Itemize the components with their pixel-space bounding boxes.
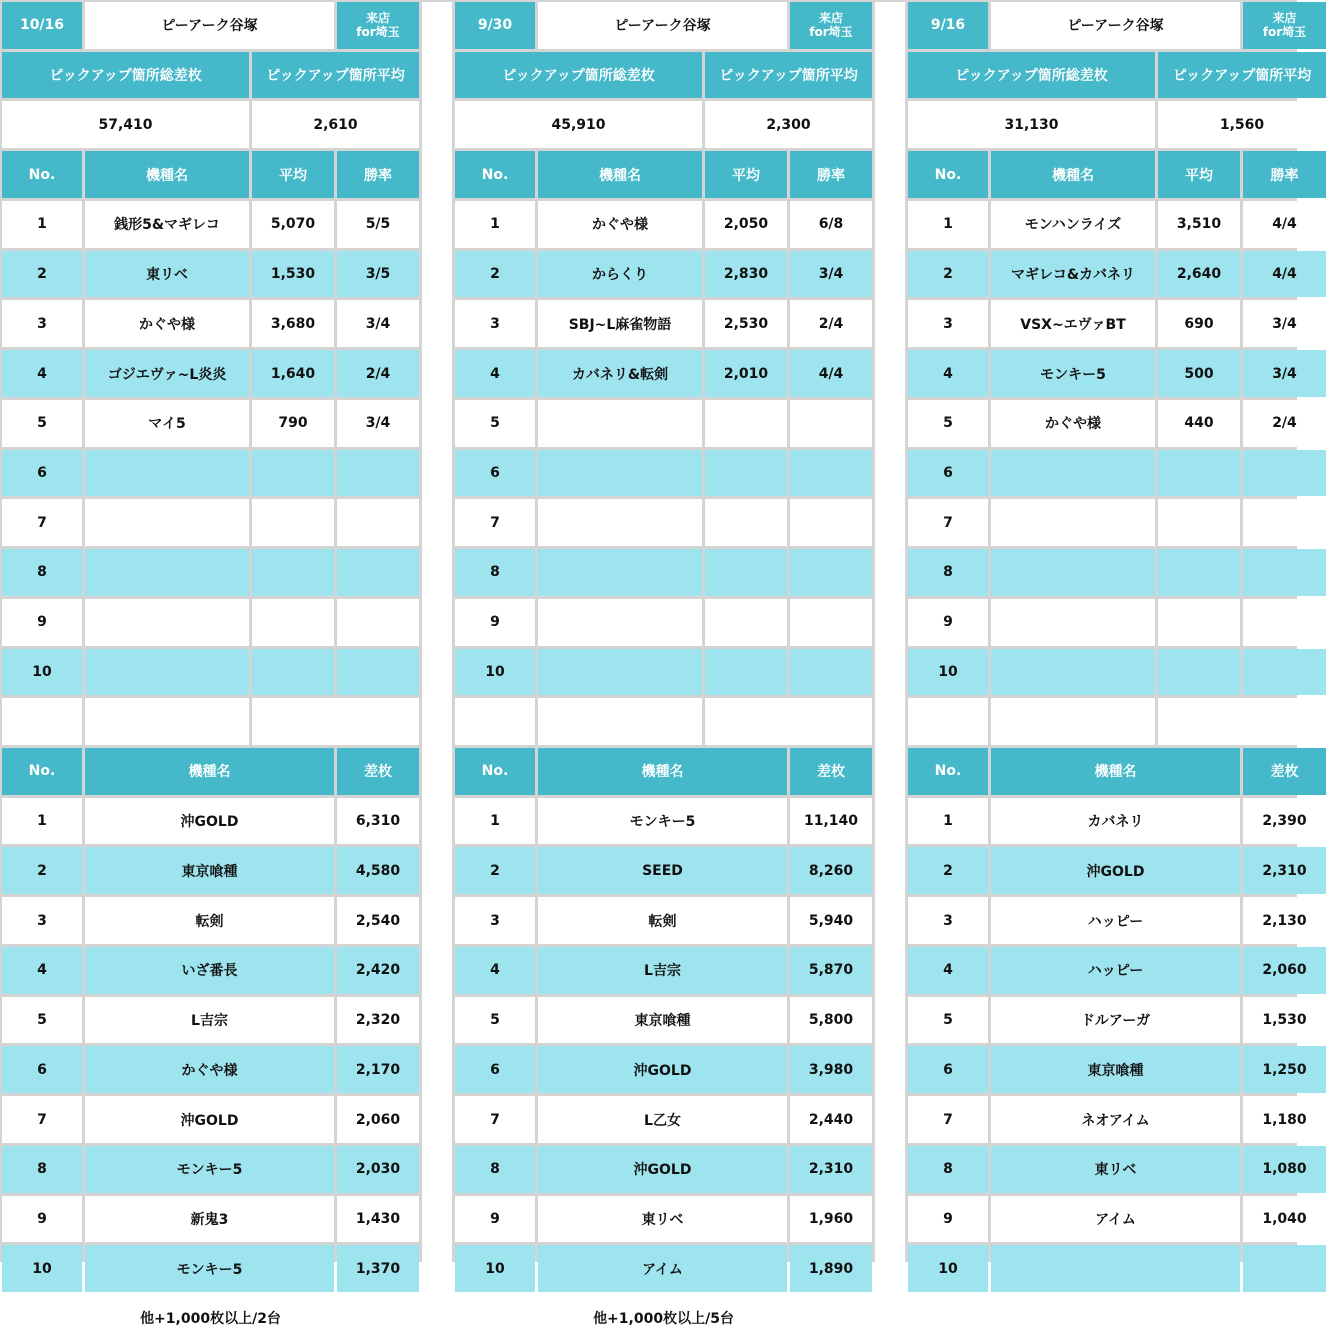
pickup-row-no: 8 [908, 549, 988, 596]
pickup-row-no: 4 [908, 350, 988, 397]
rank-row-diff: 2,320 [337, 997, 419, 1044]
rank-row-diff: 1,890 [790, 1245, 872, 1292]
rank-row-diff: 4,580 [337, 847, 419, 894]
pickup-row-avg [1158, 599, 1240, 646]
pickup-row-avg: 2,530 [705, 300, 787, 347]
avg-diff-header: ピックアップ箇所平均 [252, 52, 419, 99]
pickup-row-avg: 5,070 [252, 201, 334, 248]
rank-row-name: 沖GOLD [85, 798, 334, 845]
pickup-row-name [991, 649, 1155, 696]
pickup-row-rate: 3/4 [337, 400, 419, 447]
rank-row-name: 東リベ [991, 1146, 1240, 1193]
pickup-row-name [538, 499, 702, 546]
rank-row-diff: 1,960 [790, 1196, 872, 1243]
rank-row-diff: 2,310 [1243, 847, 1326, 894]
pickup-row-name: かぐや様 [85, 300, 249, 347]
rank-row-name [991, 1245, 1240, 1292]
pickup-row-rate [1243, 549, 1326, 596]
rank-row-diff: 8,260 [790, 847, 872, 894]
pickup-header-name: 機種名 [538, 151, 702, 198]
avg-diff-header: ピックアップ箇所平均 [1158, 52, 1326, 99]
pickup-row-no: 4 [2, 350, 82, 397]
rank-row-diff: 2,440 [790, 1096, 872, 1143]
pickup-row-avg [705, 499, 787, 546]
avg-diff-value: 2,300 [705, 101, 872, 148]
pickup-row-name: VSX~エヴァBT [991, 300, 1155, 347]
pickup-row-avg [1158, 549, 1240, 596]
rank-row-no: 10 [908, 1245, 988, 1292]
visit-badge-line: for埼玉 [356, 25, 400, 40]
rank-row-no: 8 [455, 1146, 535, 1193]
pickup-row-avg [1158, 649, 1240, 696]
pickup-row-name: 東リベ [85, 251, 249, 298]
pickup-row-name: カバネリ&転剣 [538, 350, 702, 397]
rank-row-no: 5 [455, 997, 535, 1044]
visit-badge-line: for埼玉 [1262, 25, 1307, 40]
pickup-row-avg [252, 649, 334, 696]
spacer-cell [252, 698, 419, 745]
rank-header-no: No. [455, 748, 535, 795]
rank-row-diff: 2,130 [1243, 897, 1326, 944]
pickup-row-no: 5 [455, 400, 535, 447]
rank-row-no: 3 [455, 897, 535, 944]
rank-row-name: L乙女 [538, 1096, 787, 1143]
pickup-row-no: 9 [455, 599, 535, 646]
pickup-row-rate: 3/4 [1243, 300, 1326, 347]
pickup-row-avg: 2,010 [705, 350, 787, 397]
rank-row-name: ハッピー [991, 947, 1240, 994]
pickup-row-name [85, 499, 249, 546]
total-diff-value: 31,130 [908, 101, 1155, 148]
pickup-row-avg: 440 [1158, 400, 1240, 447]
pickup-row-no: 3 [908, 300, 988, 347]
store-name: ピーアーク谷塚 [538, 2, 787, 49]
pickup-row-avg [252, 549, 334, 596]
pickup-row-no: 9 [2, 599, 82, 646]
rank-row-diff: 3,980 [790, 1046, 872, 1093]
spacer-cell [85, 698, 249, 745]
rank-row-no: 1 [2, 798, 82, 845]
pickup-row-name [538, 649, 702, 696]
rank-header-name: 機種名 [85, 748, 334, 795]
rank-row-diff: 2,540 [337, 897, 419, 944]
panel-separator [875, 2, 905, 1342]
pickup-row-no: 6 [455, 450, 535, 497]
rank-row-no: 3 [2, 897, 82, 944]
rank-row-no: 6 [455, 1046, 535, 1093]
pickup-row-name [991, 599, 1155, 646]
pickup-row-name [538, 450, 702, 497]
pickup-row-no: 7 [2, 499, 82, 546]
rank-row-name: L吉宗 [85, 997, 334, 1044]
pickup-header-no: No. [908, 151, 988, 198]
pickup-row-name: SBJ~L麻雀物語 [538, 300, 702, 347]
pickup-row-name [85, 599, 249, 646]
spacer-cell [908, 698, 988, 745]
rank-row-no: 8 [2, 1146, 82, 1193]
rank-row-name: かぐや様 [85, 1046, 334, 1093]
pickup-row-no: 1 [2, 201, 82, 248]
pickup-row-name: かぐや様 [538, 201, 702, 248]
rank-row-name: 転剣 [538, 897, 787, 944]
pickup-row-name: モンハンライズ [991, 201, 1155, 248]
rank-header-name: 機種名 [991, 748, 1240, 795]
rank-row-name: 沖GOLD [538, 1146, 787, 1193]
rank-row-diff: 1,370 [337, 1245, 419, 1292]
rank-row-diff: 2,310 [790, 1146, 872, 1193]
pickup-row-rate: 3/4 [1243, 350, 1326, 397]
panel-date: 10/16 [2, 2, 82, 49]
rank-row-diff: 11,140 [790, 798, 872, 845]
pickup-row-rate [1243, 649, 1326, 696]
visit-badge-line: 来店 [818, 11, 843, 26]
rank-header-diff: 差枚 [1243, 748, 1326, 795]
pickup-row-rate [790, 549, 872, 596]
rank-row-diff: 1,080 [1243, 1146, 1326, 1193]
pickup-row-rate: 2/4 [337, 350, 419, 397]
visit-badge-line: for埼玉 [809, 25, 853, 40]
pickup-header-rate: 勝率 [337, 151, 419, 198]
spacer-cell [455, 698, 535, 745]
pickup-row-avg [705, 549, 787, 596]
rank-row-no: 4 [908, 947, 988, 994]
rank-row-no: 1 [908, 798, 988, 845]
rank-row-diff: 1,040 [1243, 1196, 1326, 1243]
rank-row-name: 東リベ [538, 1196, 787, 1243]
pickup-row-no: 3 [2, 300, 82, 347]
pickup-row-rate [337, 549, 419, 596]
rank-row-diff: 2,030 [337, 1146, 419, 1193]
pickup-row-rate: 2/4 [1243, 400, 1326, 447]
rank-row-no: 5 [908, 997, 988, 1044]
pickup-row-rate [1243, 599, 1326, 646]
rank-row-no: 4 [455, 947, 535, 994]
pickup-row-name [991, 549, 1155, 596]
rank-row-diff: 2,060 [337, 1096, 419, 1143]
rank-row-diff: 5,800 [790, 997, 872, 1044]
rank-row-diff: 2,170 [337, 1046, 419, 1093]
pickup-row-name [538, 549, 702, 596]
pickup-row-rate [337, 450, 419, 497]
spacer-cell [538, 698, 702, 745]
rank-row-name: モンキー5 [85, 1245, 334, 1292]
pickup-row-rate [790, 400, 872, 447]
rank-row-no: 10 [455, 1245, 535, 1292]
rank-row-name: アイム [991, 1196, 1240, 1243]
pickup-row-no: 2 [455, 251, 535, 298]
pickup-row-no: 3 [455, 300, 535, 347]
footer-note: 他+1,000枚以上/2台 [2, 1295, 419, 1342]
rank-row-diff: 1,250 [1243, 1046, 1326, 1093]
rank-header-no: No. [2, 748, 82, 795]
rank-row-diff: 2,060 [1243, 947, 1326, 994]
spacer-cell [1158, 698, 1326, 745]
pickup-row-rate [790, 599, 872, 646]
rank-row-name: アイム [538, 1245, 787, 1292]
rank-row-no: 3 [908, 897, 988, 944]
pickup-row-no: 6 [908, 450, 988, 497]
total-diff-header: ピックアップ箇所総差枚 [455, 52, 702, 99]
rank-row-no: 6 [2, 1046, 82, 1093]
pickup-row-avg [705, 400, 787, 447]
rank-row-diff: 2,390 [1243, 798, 1326, 845]
pickup-row-avg: 2,830 [705, 251, 787, 298]
pickup-row-no: 5 [908, 400, 988, 447]
rank-row-no: 10 [2, 1245, 82, 1292]
pickup-row-name [538, 400, 702, 447]
pickup-row-avg [705, 450, 787, 497]
pickup-header-avg: 平均 [705, 151, 787, 198]
pickup-row-avg: 1,530 [252, 251, 334, 298]
pickup-row-no: 10 [908, 649, 988, 696]
rank-row-no: 2 [455, 847, 535, 894]
pickup-row-rate [337, 499, 419, 546]
panel-separator [422, 2, 452, 1342]
pickup-row-rate: 3/4 [337, 300, 419, 347]
rank-row-name: SEED [538, 847, 787, 894]
pickup-row-name [85, 549, 249, 596]
store-name: ピーアーク谷塚 [85, 2, 334, 49]
pickup-row-rate: 5/5 [337, 201, 419, 248]
pickup-row-avg [252, 450, 334, 497]
pickup-row-avg: 2,640 [1158, 251, 1240, 298]
rank-row-name: いざ番長 [85, 947, 334, 994]
pickup-row-avg [705, 649, 787, 696]
visit-badge-line: 来店 [1272, 11, 1297, 26]
rank-row-name: モンキー5 [85, 1146, 334, 1193]
rank-header-no: No. [908, 748, 988, 795]
rank-row-name: 新鬼3 [85, 1196, 334, 1243]
rank-row-name: 東京喰種 [538, 997, 787, 1044]
footer-note: 他+1,000枚以上/5台 [455, 1295, 872, 1342]
rank-row-name: ハッピー [991, 897, 1240, 944]
rank-row-no: 9 [908, 1196, 988, 1243]
rank-row-name: L吉宗 [538, 947, 787, 994]
rank-row-name: 沖GOLD [538, 1046, 787, 1093]
pickup-row-avg [1158, 450, 1240, 497]
pickup-row-name [991, 450, 1155, 497]
rank-row-no: 1 [455, 798, 535, 845]
visit-badge-line: 来店 [365, 11, 390, 26]
visit-badge [1243, 2, 1326, 49]
pickup-row-avg [252, 599, 334, 646]
pickup-row-name [538, 599, 702, 646]
panel-date: 9/30 [455, 2, 535, 49]
pickup-row-name: マギレコ&カバネリ [991, 251, 1155, 298]
rank-row-no: 4 [2, 947, 82, 994]
rank-header-diff: 差枚 [337, 748, 419, 795]
total-diff-header: ピックアップ箇所総差枚 [908, 52, 1155, 99]
pickup-row-rate [337, 649, 419, 696]
pickup-row-avg [705, 599, 787, 646]
pickup-row-avg [1158, 499, 1240, 546]
pickup-row-no: 6 [2, 450, 82, 497]
pickup-header-rate: 勝率 [790, 151, 872, 198]
rank-row-diff: 5,870 [790, 947, 872, 994]
rank-row-diff [1243, 1245, 1326, 1292]
pickup-row-avg: 790 [252, 400, 334, 447]
pickup-row-no: 2 [2, 251, 82, 298]
spacer-cell [2, 698, 82, 745]
rank-row-no: 9 [455, 1196, 535, 1243]
rank-row-name: モンキー5 [538, 798, 787, 845]
pickup-header-name: 機種名 [85, 151, 249, 198]
pickup-row-no: 9 [908, 599, 988, 646]
pickup-header-rate: 勝率 [1243, 151, 1326, 198]
avg-diff-header: ピックアップ箇所平均 [705, 52, 872, 99]
footer-note [908, 1295, 1326, 1342]
pickup-header-name: 機種名 [991, 151, 1155, 198]
pickup-row-no: 1 [908, 201, 988, 248]
pickup-row-rate: 3/4 [790, 251, 872, 298]
avg-diff-value: 2,610 [252, 101, 419, 148]
pickup-row-no: 8 [2, 549, 82, 596]
total-diff-value: 45,910 [455, 101, 702, 148]
rank-row-diff: 1,180 [1243, 1096, 1326, 1143]
rank-row-no: 2 [2, 847, 82, 894]
pickup-row-no: 7 [455, 499, 535, 546]
rank-row-diff: 5,940 [790, 897, 872, 944]
pickup-row-name [991, 499, 1155, 546]
pickup-row-name [85, 649, 249, 696]
rank-row-name: ネオアイム [991, 1096, 1240, 1143]
pickup-row-name: ゴジエヴァ~L炎炎 [85, 350, 249, 397]
rank-row-diff: 2,420 [337, 947, 419, 994]
rank-row-no: 2 [908, 847, 988, 894]
pickup-row-rate [1243, 450, 1326, 497]
pickup-row-no: 4 [455, 350, 535, 397]
pickup-row-rate [790, 499, 872, 546]
pickup-row-name: かぐや様 [991, 400, 1155, 447]
rank-row-no: 9 [2, 1196, 82, 1243]
pickup-row-rate: 4/4 [1243, 251, 1326, 298]
pickup-header-no: No. [455, 151, 535, 198]
pickup-row-avg: 3,680 [252, 300, 334, 347]
pickup-row-rate: 4/4 [790, 350, 872, 397]
rank-row-name: ドルアーガ [991, 997, 1240, 1044]
pickup-header-no: No. [2, 151, 82, 198]
rank-header-diff: 差枚 [790, 748, 872, 795]
pickup-row-name: モンキー5 [991, 350, 1155, 397]
pickup-row-rate [790, 649, 872, 696]
pickup-row-name: マイ5 [85, 400, 249, 447]
rank-row-name: 東京喰種 [991, 1046, 1240, 1093]
rank-row-name: カバネリ [991, 798, 1240, 845]
rank-row-diff: 1,530 [1243, 997, 1326, 1044]
rank-row-name: 転剣 [85, 897, 334, 944]
spacer-cell [705, 698, 872, 745]
rank-row-diff: 1,430 [337, 1196, 419, 1243]
rank-row-diff: 6,310 [337, 798, 419, 845]
rank-row-no: 7 [2, 1096, 82, 1143]
pickup-row-rate: 3/5 [337, 251, 419, 298]
pickup-row-rate [1243, 499, 1326, 546]
rank-row-no: 5 [2, 997, 82, 1044]
store-name: ピーアーク谷塚 [991, 2, 1240, 49]
pickup-row-avg: 690 [1158, 300, 1240, 347]
rank-row-no: 7 [908, 1096, 988, 1143]
rank-row-no: 8 [908, 1146, 988, 1193]
pickup-header-avg: 平均 [252, 151, 334, 198]
pickup-row-avg: 2,050 [705, 201, 787, 248]
visit-badge [790, 2, 872, 49]
pickup-row-avg [252, 499, 334, 546]
pickup-header-avg: 平均 [1158, 151, 1240, 198]
pickup-row-avg: 1,640 [252, 350, 334, 397]
pickup-row-avg: 500 [1158, 350, 1240, 397]
pickup-row-rate: 2/4 [790, 300, 872, 347]
pickup-row-name: 銭形5&マギレコ [85, 201, 249, 248]
pickup-row-avg: 3,510 [1158, 201, 1240, 248]
panel-date: 9/16 [908, 2, 988, 49]
pickup-row-rate: 6/8 [790, 201, 872, 248]
spacer-cell [991, 698, 1155, 745]
pickup-row-no: 8 [455, 549, 535, 596]
pickup-row-no: 2 [908, 251, 988, 298]
pickup-row-name: からくり [538, 251, 702, 298]
pickup-row-no: 7 [908, 499, 988, 546]
pickup-row-rate: 4/4 [1243, 201, 1326, 248]
total-diff-value: 57,410 [2, 101, 249, 148]
pickup-row-no: 10 [455, 649, 535, 696]
pickup-row-no: 5 [2, 400, 82, 447]
rank-header-name: 機種名 [538, 748, 787, 795]
rank-row-name: 沖GOLD [85, 1096, 334, 1143]
pickup-row-rate [337, 599, 419, 646]
rank-row-no: 6 [908, 1046, 988, 1093]
pickup-row-no: 1 [455, 201, 535, 248]
rank-row-no: 7 [455, 1096, 535, 1143]
pickup-row-name [85, 450, 249, 497]
rank-row-name: 東京喰種 [85, 847, 334, 894]
pickup-row-rate [790, 450, 872, 497]
pickup-row-no: 10 [2, 649, 82, 696]
visit-badge [337, 2, 419, 49]
rank-row-name: 沖GOLD [991, 847, 1240, 894]
avg-diff-value: 1,560 [1158, 101, 1326, 148]
total-diff-header: ピックアップ箇所総差枚 [2, 52, 249, 99]
